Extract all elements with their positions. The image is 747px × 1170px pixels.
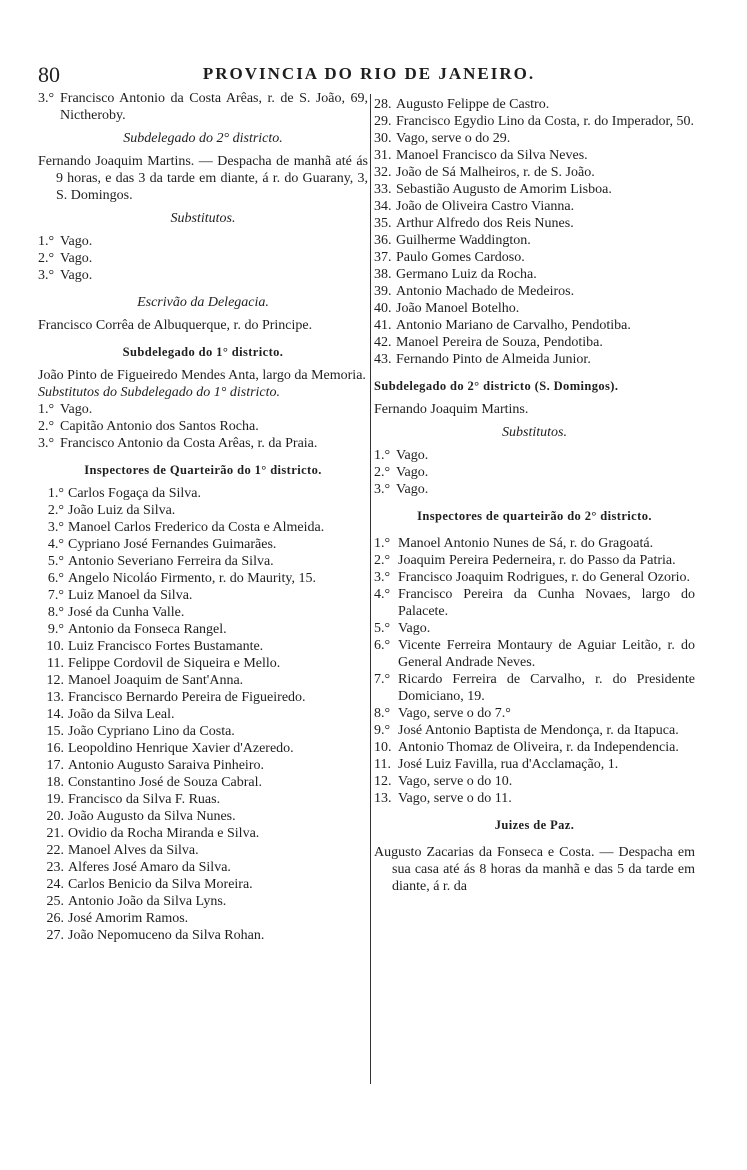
list-item: 13. Vago, serve o do 11. — [374, 791, 512, 806]
list-item: 20. João Augusto da Silva Nunes. — [46, 809, 236, 824]
running-title: PROVINCIA DO RIO DE JANEIRO. — [202, 64, 536, 83]
list-item: 7.° Ricardo Ferreira de Carvalho, r. do Presidente Domiciano, 19. — [374, 672, 695, 704]
list-item: 6.° Angelo Nicoláo Firmento, r. do Maurity, 15. — [47, 571, 316, 586]
list-item: 1.° Vago. — [38, 234, 93, 249]
section-title: Inspectores de quarteirão do 2° districto. — [417, 509, 652, 523]
list-item: 8.° Vago, serve o do 7.° — [374, 706, 511, 721]
list-item: 1.° Vago. — [374, 448, 429, 463]
list-item: 14. João da Silva Leal. — [46, 707, 175, 722]
list-item: 42. Manoel Pereira de Souza, Pendotiba. — [374, 335, 603, 350]
page-number: 80 — [38, 62, 60, 87]
list-item: 40. João Manoel Botelho. — [374, 301, 520, 316]
list-item: 34. João de Oliveira Castro Vianna. — [374, 199, 575, 214]
list-item: 10. Luiz Francisco Fortes Bustamante. — [46, 639, 264, 654]
list-item: 18. Constantino José de Souza Cabral. — [46, 775, 263, 790]
right-column — [374, 96, 695, 895]
list-item: 10. Antonio Thomaz de Oliveira, r. da Independencia. — [374, 740, 679, 755]
column-divider — [370, 94, 371, 1084]
section-title: Subdelegado do 2° districto. — [123, 131, 283, 146]
list-item: 1.° Carlos Fogaça da Silva. — [47, 486, 201, 501]
list-item: 3.° Francisco Antonio da Costa Arêas, r. da Praia. — [38, 436, 318, 451]
subdelegado-name: Fernando Joaquim Martins. — [374, 402, 529, 417]
subdelegado-entry: Fernando Joaquim Martins. — Despacha de manhã até ás 9 horas, e das 3 da tarde em diante, á r. do Guarany, 3, S. Domingos. — [38, 154, 368, 203]
list-item: 15. João Cypriano Lino da Costa. — [46, 724, 235, 739]
list-item: 33. Sebastião Augusto de Amorim Lisboa. — [374, 182, 612, 197]
list-item: 28. Augusto Felippe de Castro. — [374, 97, 550, 112]
list-item: 30. Vago, serve o do 29. — [374, 131, 511, 146]
left-column — [38, 90, 368, 944]
list-item: 7.° Luiz Manoel da Silva. — [47, 588, 193, 603]
juiz-entry: Augusto Zacarias da Fonseca e Costa. — Despacha em sua casa até ás 8 horas da manhã e das 5 da tarde em diante, á r. da — [374, 845, 695, 894]
list-item: 16. Leopoldino Henrique Xavier d'Azeredo. — [46, 741, 294, 756]
list-item: 9.° Antonio da Fonseca Rangel. — [47, 622, 227, 637]
list-item: 3.° Vago. — [374, 482, 429, 497]
list-item: 11. José Luiz Favilla, rua d'Acclamação, 1. — [374, 757, 619, 772]
list-item: 2.° João Luiz da Silva. — [47, 503, 176, 518]
list-item: 8.° José da Cunha Valle. — [47, 605, 185, 620]
list-item: 12. Manoel Joaquim de Sant'Anna. — [46, 673, 244, 688]
list-item: 24. Carlos Benicio da Silva Moreira. — [46, 877, 253, 892]
section-title: Substitutos do Subdelegado do 1° districto. — [38, 385, 281, 400]
list-item: 43. Fernando Pinto de Almeida Junior. — [374, 352, 591, 367]
list-item: 3.° Manoel Carlos Frederico da Costa e Almeida. — [47, 520, 325, 535]
list-item: 23. Alferes José Amaro da Silva. — [46, 860, 231, 875]
list-item: 5.° Vago. — [374, 621, 431, 636]
list-item: 17. Antonio Augusto Saraiva Pinheiro. — [46, 758, 264, 773]
list-item: 37. Paulo Gomes Cardoso. — [374, 250, 525, 265]
list-item: 2.° Vago. — [374, 465, 429, 480]
list-item: 26. José Amorim Ramos. — [46, 911, 189, 926]
list-item: 12. Vago, serve o do 10. — [374, 774, 513, 789]
list-item: 9.° José Antonio Baptista de Mendonça, r. da Itapuca. — [374, 723, 679, 738]
list-item: 3.° Vago. — [38, 268, 93, 283]
list-item: 39. Antonio Machado de Medeiros. — [374, 284, 575, 299]
list-item: 6.° Vicente Ferreira Montaury de Aguiar Leitão, r. do General Andrade Neves. — [374, 638, 695, 670]
page-header — [38, 62, 700, 86]
section-title: Escrivão da Delegacia. — [137, 295, 269, 310]
list-item: 19. Francisco da Silva F. Ruas. — [46, 792, 221, 807]
subdelegado-entry: João Pinto de Figueiredo Mendes Anta, largo da Memoria. — [38, 368, 366, 383]
list-item: 1.° Vago. — [38, 402, 93, 417]
list-item: 4.° Cypriano José Fernandes Guimarães. — [47, 537, 277, 552]
list-item: 21. Ovidio da Rocha Miranda e Silva. — [46, 826, 260, 841]
list-item: 3.° Francisco Antonio da Costa Arêas, r. de S. João, 69, Nictheroby. — [38, 91, 368, 123]
list-item: 4.° Francisco Pereira da Cunha Novaes, largo do Palacete. — [374, 587, 695, 619]
section-title: Inspectores de Quarteirão do 1° districto. — [84, 463, 322, 477]
list-item: 25. Antonio João da Silva Lyns. — [46, 894, 227, 909]
list-item: 2.° Capitão Antonio dos Santos Rocha. — [38, 419, 259, 434]
list-item: 31. Manoel Francisco da Silva Neves. — [374, 148, 588, 163]
list-item: 29. Francisco Egydio Lino da Costa, r. do Imperador, 50. — [374, 114, 695, 129]
list-item: 1.° Manoel Antonio Nunes de Sá, r. do Gragoatá. — [374, 536, 654, 551]
list-item: 32. João de Sá Malheiros, r. de S. João. — [374, 165, 595, 180]
section-title: Substitutos. — [502, 425, 567, 440]
list-item: 36. Guilherme Waddington. — [374, 233, 531, 248]
list-item: 27. João Nepomuceno da Silva Rohan. — [46, 928, 265, 943]
list-item: 3.° Francisco Joaquim Rodrigues, r. do General Ozorio. — [374, 570, 690, 585]
section-title: Subdelegado do 2° districto (S. Domingos). — [374, 379, 619, 393]
list-item: 38. Germano Luiz da Rocha. — [374, 267, 537, 282]
list-item: 11. Felippe Cordovil de Siqueira e Mello. — [47, 656, 281, 671]
list-item: 13. Francisco Bernardo Pereira de Figueiredo. — [46, 690, 306, 705]
list-item: 2.° Joaquim Pereira Pederneira, r. do Passo da Patria. — [374, 553, 676, 568]
escrivao-entry: Francisco Corrêa de Albuquerque, r. do Principe. — [38, 318, 313, 333]
section-title: Juizes de Paz. — [494, 818, 575, 832]
section-title: Subdelegado do 1° districto. — [122, 345, 284, 359]
list-item: 35. Arthur Alfredo dos Reis Nunes. — [374, 216, 574, 231]
list-item: 2.° Vago. — [38, 251, 93, 266]
section-title: Substitutos. — [170, 211, 236, 226]
list-item: 41. Antonio Mariano de Carvalho, Pendotiba. — [374, 318, 631, 333]
list-item: 5.° Antonio Severiano Ferreira da Silva. — [47, 554, 274, 569]
list-item: 22. Manoel Alves da Silva. — [46, 843, 199, 858]
